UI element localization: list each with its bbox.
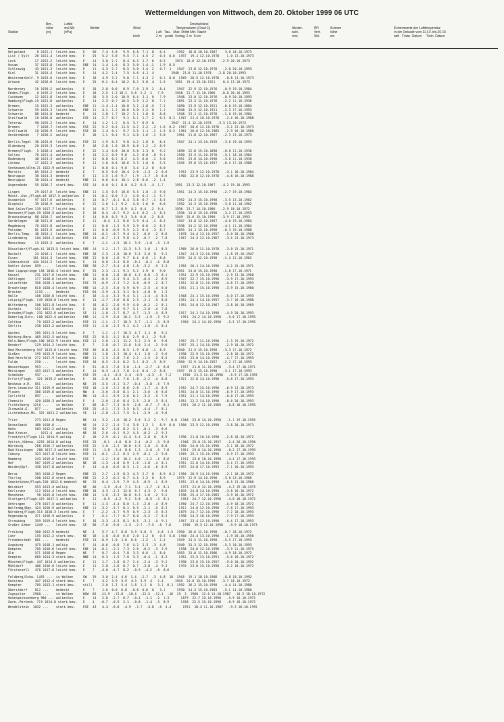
table-row: Kempten 705 1018.6 leicht bew. ENE 14 -0.1 -2.2 7.3 2.6 -0.2 -3 3.9 1938 24.8 12.10.1990 -3.9 11.10.1975 bbox=[8, 546, 254, 551]
table-row: Helgoland 8 1022.1 leicht bew. E 50 7.4 5.8 9.9 6.8 7.1 8 6.4 1952 18.8 10.10.1987 3.0 18.10.1973 bbox=[8, 50, 252, 54]
table-row: Manschnow 13 1025.3 wolkenlos E 7 -1.1 -1.5 10.1 3.9 -1.0 -3 1.9 bbox=[8, 240, 170, 245]
station-group bbox=[8, 530, 498, 573]
table-row: Magdeburg 76 1022.8 wolkenlos E 11 0.0 -1.5 9.9 3.9 0.6 -2 8.3 1938 24.2 12.10.1990 -4.1 11.10.1984 bbox=[8, 223, 252, 228]
station-group bbox=[8, 87, 498, 138]
table-row: Schwerin 88 1024.0 bedeckt E 14 1.8 1.7 10.2 3.1 1.8 0 8.8 1948 23.1 11.10.1978 -1.0 19.10.1984 bbox=[8, 112, 252, 117]
table-row: Veitsh./Odenw. 4255 1014.0 wolkig ESE 25 -0.1 -4.0 8.0 2.4 -0.2 -3 9.0 1948 25.0 15.10.1957 -2.4 20.10.1956 bbox=[8, 439, 256, 444]
table-row: Göttingen 177 1018.6 leicht bew. E 14 -0.5 -2.3 9.4 3.3 -0.5 -2 8.9 1947 22.7 15.10.1990 -3.9 17.10.1993 bbox=[8, 277, 254, 282]
table-row: Neuhaus a.R. 851 --- wolkenlos NE 25 -3.5 -5.1 3.7 -0.4 -3.8 -5 7.9 bbox=[8, 381, 170, 386]
station-group bbox=[8, 190, 498, 245]
table-row: Bremen 7 1026.7 leicht bew. ESE 22 5.2 0.4 11.5 4.2 2.2 -2 1.6 0.2 1947 20.6 12.10.1978 -3.2 13.10.1973 bbox=[8, 124, 254, 129]
table-row: Greifswald 10 1026.0 wolkenlos ESE 14 2.7 0.7 9.1 5.1 2.7 2 0.3 0.1 1947 21.4 10.10.1978 -2.4 16.10.1988 bbox=[8, 116, 254, 121]
station-group bbox=[8, 50, 498, 84]
table-row: Deuselbach 480 1010.6 --- NE 14 2.2 -2.4 7.4 3.6 1.2 1 8.9 0.0 1950 23.5 12.10.1990 -3.8 20.10.1973 bbox=[8, 422, 254, 427]
page-title: Wettermeldungen von Mittwoch, dem 20. Oktober 1999 06 UTC bbox=[145, 10, 359, 17]
station-group bbox=[8, 418, 498, 469]
table-row: Lingen 29 1017.6 leicht bew. ENE 11 1.5 0.5 10.6 5.5 1.0 -3 9.0 1951 24.3 15.10.1990 -2.7 19.10.1984 bbox=[8, 189, 252, 194]
table-row: Weinbiet 553 1013.4 wolkig NE 40 -1.5 -6.4 7.1 3.4 -1.7 -4 8.1 1973 21.6 12.10.1990 -4.3 19.10.1975 bbox=[8, 484, 256, 489]
station-group bbox=[8, 140, 498, 187]
table-row: Straubing 359 1019.4 leicht bew. E 18 -3.3 -4.5 8.1 0.5 -3.1 -4 9.1 1947 23.4 12.10.1990 -6.4 17.10.1993 bbox=[8, 518, 254, 523]
table-row: Würzburg 268 1016.7 wolkenlos ESE 22 1.0 -2.3 10.0 4.5 1.0 -3 8.8 1950 24.0 15.10.1990 -3.1 18.10.1972 bbox=[8, 443, 254, 448]
table-row: Kempten 685 1014.3 stark bew. NNE 14 0.3 -1.5 7.0 3.3 -0.4 -1 8.3 1951 23.5 13.10.1991 -5.6 18.10.1972 bbox=[8, 555, 254, 560]
table-row: Görlitz 238 1023.2 wolkenlos ESE 11 -1.0 -2.3 9.1 4.2 -1.0 -3 8.4 bbox=[8, 323, 168, 328]
table-row: Seehausen/Altm.21 1022.9 wolkenlos E 11 0.8 0.1 9.6 3.4 1.2 0 6.0 bbox=[8, 165, 166, 170]
table-row: Freiburg 300 1012.9 bedeckt NE 4 5.7 4.7 8.8 5.9 5.0 5 4.8 1.5 1950 26.6 11.10.1990 -0.7 18.10.1972 bbox=[8, 529, 252, 534]
table-row: Bocholt 24 1016.1 leicht bew. ENE 18 2.3 -1.0 10.6 5.5 2.0 0 9.2 1947 24.3 12.10.1990 -1.8 19.10.1947 bbox=[8, 251, 254, 256]
table-row: Wolfenbg/Bay. 424 1016.9 wolkenlos ENE 11 -3.2 -5.7 8.1 0.5 -2.1 -5 8.3 1911 24.0 12.10.1990 -7.6 17.10.1993 bbox=[8, 505, 254, 510]
table-row: Cuxhaven 12 1021.8 leicht bew. E 18 3.5 2.0 10.9 6.4 3.1 0 7.9 1948 23.0 12.10.1976 -0.9 20.10.1993 bbox=[8, 95, 252, 100]
table-row: Weiden/Opf. 438 1017.8 wolkenlos E 14 -4.0 -6.6 8.3 1.2 -4.6 -6 8.9 1937 24.8 17.10.1993 -7.1 20.10.1993 bbox=[8, 465, 254, 470]
table-row: Fichtelberg 1216 --- in Wolken E 58 -6.7 -7.3 0.9 -2.8 -6.7 -7 8.1 1951 20.2 11.10.1985 -8.8 18.10.1993 bbox=[8, 402, 256, 407]
table-row: Kempten 705 1013.1 stark bew. still 2.0 1.3 5.4 1.8 1.1 0 3.1 0.1 1952 26.2 15.10.1990 -4.4 14.10.1980 bbox=[8, 583, 252, 588]
table-row: Teterow 90 1025.2 leicht bew. E 14 1.2 1.2 8.5 3.7 0.9 0 1947 22.4 12.10.1978 -3.3 13.10.1973 bbox=[8, 120, 246, 125]
table-row: Wasserkuppe 953 --- leicht bew. E 51 -0.3 -7.0 3.8 -1.4 -2.7 -4 8.0 1937 21.0 11.10.1990 -3.4 17.10.1971 bbox=[8, 364, 256, 369]
station-group bbox=[8, 575, 498, 609]
table-row: München/Flugh. 447 1014.5 wolkenlos E 11 1.7 -1.8 8.7 2.4 -2.4 -3 9.2 1938 23.6 15.10.1957 -9.0 18.10.1992 bbox=[8, 559, 254, 564]
table-row: Neuruppin 38 1024.3 bedeckt E 11 1.5 1.6 9.7 1.9 -1.7 -5 8.6 1902 22.0 12.10.1978 -4.8 16.10.1988 bbox=[8, 174, 254, 179]
table-row: Gießen 195 1015.9 leicht bew. ENE 11 1.8 -3.3 10.4 4.1 1.8 -2 9.6 1938 22.9 15.10.1990 -2.8 18.10.1972 bbox=[8, 351, 254, 356]
header-country: Deutschland bbox=[190, 22, 209, 26]
table-row: Arkona 42 1026.6 leicht bew. E 25 6.1 0.4 10.2 8.2 5.8 4 2.5 1951 19.4 13.10.1921 0.4 13.10.1973 bbox=[8, 79, 250, 84]
table-row: Mannheim 96 1015.0 leicht bew. ENE 14 1.6 -3.3 10.8 6.3 1.6 -2 9.2 1938 25.4 17.10.1983 -3.9 16.10.1972 bbox=[8, 493, 254, 498]
weather-table bbox=[8, 50, 498, 611]
table-row: Hannover/Flugh.59 1020.5 wolkenlos E 18 0.4 -0.7 9.2 4.4 0.2 -1 8.3 1936 24.6 15.10.1990 -3.2 17.10.1993 bbox=[8, 210, 252, 215]
table-row: Leinefelde 356 1018.1 wolkenlos ESE 75 -0.9 -2.3 7.2 3.0 -0.9 -2 8.7 1951 22.8 11.10.1990 -4.6 17.10.1993 bbox=[8, 281, 254, 286]
table-row: Brocken 1153 --- bedeckt ESE 64 -3.9 -4.3 3.1 0.4 -4.8 0 1.3 bbox=[8, 289, 168, 294]
table-row: Gera-Leumnitz 311 1019.9 wolkenlos ESE 18 -1.6 -3.2 8.6 2.8 -1.7 -4 8.9 1952 24.7 15.10.1990 -6.9 13.10.1973 bbox=[8, 385, 254, 390]
table-row: Schleswig 43 1021.3 leicht bew. E 11 4.3 2.7 8.5 5.0 3.4 2 0.7 1 1947 23.8 12.10.1978 -2.8 20.10.1993 bbox=[8, 67, 252, 71]
table-row: Augsburg 475 1018.1 wolkig E 14 -0.6 -0.8 7.6 4.2 2.3 -3 4.8 1940 25.3 12.10.1990 -5.3 18.10.1993 bbox=[8, 542, 252, 547]
table-row: Grellswald 10 1026.9 leicht bew. ESE 18 1.4 0.1 9.7 3.5 1.1 -1 1.5 0.2 1961 20.6 12.10.1985 -2.9 16.10.1988 bbox=[8, 129, 254, 134]
table-row: Nürnberg/Flugh.315 1018.3 leicht bew. E 7 -2.2 -4.7 9.9 0.9 -2.3 -5 8.3 1879 24.7 12.10.1990 -7.2 18.10.1993 bbox=[8, 510, 254, 515]
table-row: Köln-Bonn/Flugh.100 1012.9 leicht bew. ESE 11 2.6 -2.2 11.2 5.2 2.5 0 9.8 1957 25.7 11.10.1990 -1.3 19.10.1972 bbox=[8, 339, 254, 344]
table-row: Ulm 571 1018.6 Regen NE 7 0.7 -0.4 7.8 3.3 0.6 -1 8.0 1953 25.0 11.10.1986 -4.9 18.10.1972 bbox=[8, 551, 252, 555]
table-row: Lindenberg 104 1024.1 wolkenlos ESE 14 -0.7 -1.3 9.8 4.2 -0.7 -2 7.8 1947 24.3 12.10.1967 -3.4 13.10.1973 bbox=[8, 236, 254, 241]
table-row: Soltau 76 1021.4 wolkenlos E 14 2.2 0.9 9.6 4.2 0.0 -0 9.1 1950 23.5 11.10.1978 -5.1 18.10.1964 bbox=[8, 152, 252, 157]
table-row: Regensburg 371 1018.9 wolkenlos E 7 -5.1 -7.7 6.7 0.0 -5.2 -7 8.3 1938 24.3 16.10.1990 -7.9 17.10.1993 bbox=[8, 514, 254, 519]
table-row: List / Sylt 26 1021.4 leicht bew. E 25 5.2 3.6 9.5 7.1 4.5 2 0.5 0.6 1937 19.1 12.10.1978 1.0 13.10.1973 bbox=[8, 54, 254, 59]
header-snow: Schnee höhe cm bbox=[330, 26, 342, 38]
header-extremes: Extremwerte der Lufttemperatur in der Dekade vom 11.10. bis 20.10. seit Tmax Datum Tmin Datum bbox=[394, 26, 447, 38]
header-temperatures: Temperaturen (Grad C) bbox=[176, 26, 211, 30]
table-row: Saarbrücken/Flugh.320 1012.0 bedeckt NE 25 0.4 -2.9 7.9 4.5 -0.9 -1 8.9 1951 23.6 14.10.1990 -6.5 13.10.1966 bbox=[8, 480, 254, 485]
table-row: Meiningen 453 1017.3 wolkenlos E 14 0.3 -4.2 7.0 2.4 0.4 -2 8.8 1937 19.5 15.10.1990 -3.1 17.10.1993 bbox=[8, 368, 252, 373]
table-row: Stuttgart/Flugh.419 1017.1 wolkenlos E 11 -0.5 -4.2 9.1 5.8 -0.5 -3 8.1 1953 24.7 12.10.1990 -4.0 18.10.1972 bbox=[8, 497, 256, 502]
table-row: Garm.-Partenk. 719 1014.0 stark bew. E 4 -0.7 -0.9 2.1 -0.8 -1.4 -3 8.9 1938 22.5 15.10.1990 -6.9 18.10.1972 bbox=[8, 600, 256, 605]
table-row: Oehringen 276 1017.5 wolkenlos E 11 -1.3 -4.4 8.0 1.3 -2.0 -4 8.9 1950 24.7 12.10.1990 -4.9 18.10.1972 bbox=[8, 501, 254, 506]
table-row: Norderney 16 1020.2 wolkenlos E 18 2.8 0.6 8.9 7.0 2.9 2 8.4 1947 22.9 12.10.1976 -0.9 19.10.1984 bbox=[8, 86, 252, 91]
table-row: Chemnitz 420 1020.3 wolkenlos E 4 -2.0 -2.6 8.4 2.5 -2.0 -3 8.4 1951 22.2 14.10.1990 -8.6 20.10.1993 bbox=[8, 398, 254, 403]
table-row: Dresden/Flugh. 232 1022.6 wolkenlos SE 11 -1.0 -2.7 8.7 4.7 -1.3 -4 8.9 1917 24.1 14.10.1990 -4.9 20.10.1993 bbox=[8, 311, 254, 316]
header-precipitation: Nieder- schl. mm bbox=[292, 26, 303, 38]
station-group bbox=[8, 331, 498, 416]
table-row: Lüdenscheid 444 1014.2 leicht bew. E 14 0.0 -3.4 8.6 -0.1 -0.1 -4 8.8 bbox=[8, 260, 170, 265]
table-row: Freudenstadt 801 --- bedeckt ESE 14 -0.9 1.0 1.0 6.6 -1.2 -1 2.4 1949 24.5 11.10.1990 -5.5 17.10.1993 bbox=[8, 538, 252, 543]
table-row: Hohenpeissenberg 986 --- wolkenlos E 14 2.0 -2.7 6.7 -0.4 -1.1 -2 1.3 1879 22.7 15.10.1990 -5.9 18.10.1972 bbox=[8, 596, 256, 601]
table-row: Karlsruhe 112 1014.4 leicht bew. ENE 18 4.3 -2.3 12.0 6.7 4.3 2 9.0 1876 24.8 14.10.1990 -3.8 18.10.1972 bbox=[8, 488, 254, 493]
table-row: Bendorf 129 1014.2 leicht bew. E 7 2.8 -0.7 11.6 5.0 2.4 -2 9.0 1957 25.1 14.10.1990 -2.9 18.10.1972 bbox=[8, 343, 254, 348]
table-row: Zugspitze 2960 --- in Wolken WSW 65 -11.9 -13.0 -10.4 -12.5 -12.4 -16 15 3 1900 12.6 14.10.1987 -10.3 18.10.1972 bbox=[8, 591, 266, 596]
table-row: Leipzig/Flugh. 149 1020.0 leicht bew. E 14 -1.7 -3.6 8.8 2.3 -2.1 -5 8.8 1951 24.1 14.10.1957 -3.7 16.10.1988 bbox=[8, 298, 254, 303]
table-row: Coburg 323 1017.8 leicht bew. ESE 11 -0.1 -2.2 8.3 2.9 -0.1 -2 9.0 1949 25.1 15.10.1990 -5.9 17.10.1993 bbox=[8, 452, 254, 457]
header-temperature-columns: Luft Tau- Max Mittel Min Nacht 2 m punkt Vortag 2 m 5 cm bbox=[156, 30, 206, 38]
table-row: Berlin-Tegel 36 1025.0 leicht bew. ESE 22 1.9 0.3 9.8 4.2 1.8 0 8.4 1947 24.1 13.10.1929 -3.6 19.10.1993 bbox=[8, 140, 252, 145]
table-row: Hamburg/Flugh.15 1022.8 wolkenlos E 14 2.3 0.7 10.5 3.9 2.2 0 7.1 1891 23.3 11.10.1978 -2.2 11.10.1936 bbox=[8, 99, 252, 104]
table-row: Plauen 386 1019.6 wolkenlos NW 4 -3.6 -5.0 8.1 2.1 -3.6 -6 6.8 1951 24.0 11.10.1990 -6.9 17.10.1993 bbox=[8, 390, 254, 395]
header-altitude: Ber.- höhe (m) bbox=[46, 22, 54, 34]
table-row: Thirlay 208 1012.0 stark bew. ENE 22 2.2 -0.2 8.7 4.4 2.2 0 8.9 1975 22.9 14.10.1990 -3.6 13.10.1966 bbox=[8, 476, 252, 481]
table-row: Großer Arber 1449 --- leicht bew. SE 58 -7.0 -9.0 -1.3 -2.7 -7.5 -8 7.6 1950 19.3 12.10.1990 -9.9 18.10.1973 bbox=[8, 522, 258, 527]
table-row: Doberlug-Kirc. 100 1022.4 wolkenlos ENE 11 -1.9 -3.0 10.1 3.5 -1.9 -3 9.2 1951 24.2 14.10.1990 -5.0 17.10.1993 bbox=[8, 315, 256, 320]
table-row: Husum 37 1023.8 leicht bew. ENE 14 1.4 1.0 8.3 5.0 1.4 -1 1.9 0.5 bbox=[8, 62, 175, 67]
table-row: Cottbus 70 1023.2 wolkenlos ESE 11 -1.1 -2.7 10.3 3.7 -1.1 -3 8.9 1950 24.1 14.10.1990 -5.5 17.10.1993 bbox=[8, 319, 256, 324]
table-row: Osnabrück 97 1017.6 wolkenlos E 14 0.7 -0.1 8.4 3.8 0.7 -1 8.5 1952 24.3 15.10.1990 -3.5 13.10.1962 bbox=[8, 198, 252, 203]
table-row: Emden-Flugh. 0 1019.2 leicht bew. E 18 2.5 1.3 10.1 5.6 2.2 1 7.9 1948 22.7 11.10.1966 -0.8 20.10.1993 bbox=[8, 90, 250, 95]
header-wind: Wind km/h bbox=[133, 26, 141, 38]
header-pressure: Luftdr. red.NN (hPa) bbox=[64, 22, 75, 34]
table-row: Mühldorf 406 1016.0 leicht bew. E 11 2.8 -2.8 8.7 0.7 -3.8 -4 9.3 1970 23.0 15.10.1990 -5.2 18.10.1972 bbox=[8, 563, 254, 568]
table-row: Zinnwald-G. 877 --- wolkenlos ESE 25 -4.1 -7.3 3.5 0.3 -4.4 -7 8.1 bbox=[8, 407, 168, 412]
table-row: Essen 161 1014.3 leicht bew. ENE 22 0.6 -1.8 9.7 6.4 0.6 -1 8.8 1939 24.5 12.10.1990 -1.4 12.10.1962 bbox=[8, 255, 252, 260]
header-weather: Wetter bbox=[90, 26, 100, 30]
table-row: Kiel 31 1024.4 leicht bew. E 14 4.2 2.4 7.5 4.6 4.1 4 1940 23.0 11.10.1978 -2.8 20.10.1993 bbox=[8, 71, 246, 76]
table-row: Westermarkelf. 9 1025.0 leicht bew. E 18 4.9 3.2 9.0 7.1 4.3 2 0.1 0.0 1949 20.5 12.10.1978 -0.8 13.10.1973 bbox=[8, 75, 254, 80]
station-group bbox=[8, 472, 498, 527]
header-rr: RR Vert. Std. bbox=[314, 26, 321, 38]
table-row: Schmücke 937 --- wolkenlos ESE 29 -4.1 -6.5 2.4 -0.9 -4.3 -5 7.2 1950 21.3 14.10.1990 -5.9 17.10.1993 bbox=[8, 373, 258, 378]
table-row: Braunschweig 88 1020.7 wolkenlos E 14 0.6 0.3 9.3 3.6 0.6 -2 8.8 1949 25.6 15.10.1990 -3.9 17.10.1993 bbox=[8, 215, 250, 220]
table-row: Münst.-Osn./Flugh.48 1017.5 wolkenlos E 14 -0.1 0.0 7.1 4.0 0.1 -1 5.7 bbox=[8, 193, 166, 198]
table-row: Bodenburg 48 1023.3 wolkenlos E 11 0.0 0.2 8.2 4.3 0.6 -1 5.6 1951 23.8 14.10.1990 -3.8 11.10.1936 bbox=[8, 157, 252, 162]
table-row: Feldberg/Schw. 1493 --- in Wolken SW 29 3.0 2.4 4.6 1.4 -2.7 -3 4.8 10 1945 19.1 18.10.1988 -8.8 18.10.1992 bbox=[8, 574, 252, 579]
table-row: Diepholz 39 1018.9 wolkenlos E 22 1.6 1.1 9.2 4.0 1.6 0 6.6 1952 24.3 15.10.1990 -3.0 11.10.1962 bbox=[8, 202, 252, 207]
table-row: Bremen/Flugh. 5 1020.4 wolkenlos E 22 1.4 0.8 10.0 5.0 1.3 0 9.2 1890 22.8 15.10.1890 -0.0 11.10.1936 bbox=[8, 148, 252, 153]
table-row: Wittenberg 106 1021.8 leicht bew. E 18 -0.2 -2.0 9.9 4.0 -0.2 -2 8.1 1951 24.0 12.10.1967 -3.8 16.10.1969 bbox=[8, 302, 254, 307]
table-row: Marnitz 85 1024.2 bedeckt E 7 0.5 0.6 10.4 2.6 -1.3 -2 6.6 1951 23.9 12.10.1978 -3.1 18.10.1984 bbox=[8, 169, 254, 174]
table-row: Angermünde 55 1026.7 stark bew. ESE 14 0.0 0.1 8.0 4.2 0.5 -4 1.7 1951 23.3 12.10.1967 -4.2 19.10.1993 bbox=[8, 182, 250, 187]
table-row: Konstanz 447 1012.4 stark bew. E 7 4.2 3.9 5.9 4.3 3.9 4 2.4 1945 24.0 15.10.1990 -3.7 18.10.1972 bbox=[8, 579, 250, 584]
table-row: Bad Salzuflen 139 1017.7 leicht bew. E 14 0.7 1.2 8.9 4.2 0.4 -2 9.4 1936 23.7 14.10.1986 -2.9 18.10.1972 bbox=[8, 206, 250, 211]
table-row: Bad Kissingen 280 1017.3 wolkenlos ESE 11 -1.8 -3.4 8.6 1.3 -2.0 -5 7.8 1951 23.0 14.10.1990 -6.2 17.10.1993 bbox=[8, 448, 256, 453]
table-row: Neuruppin 38 1024.4 bedeckt ENE 11 0.6 0.4 10.1 2.8 0.6 -2 1.4 bbox=[8, 178, 166, 183]
table-row: Trier 273 1011.0 Regen NE 14 3.2 -1.0 10.2 5.6 3.2 2 9.7 0.0 1948 23.8 14.10.1990 -1.1 19.10.1955 bbox=[8, 418, 256, 423]
table-row: Wendelstein 1832 --- stark bew. ESE 43 4.4 -6.8 -4.9 -2.7 -4.8 -6 4.4 1951 18.4 11.10.1987 -9.3 18.10.1992 bbox=[8, 604, 258, 609]
table-row: Hof 567 1019.2 wolkenlos NE 18 -1.3 -4.8 6.9 1.6 -1.8 -4 8.1 1951 22.0 14.10.1990 -5.4 17.10.1993 bbox=[8, 460, 254, 465]
table-row: Nürburg-Barw. 485 1012.5 wolkig ESE 22 0.5 -3.2 8.6 2.9 0.1 -2 9.8 bbox=[8, 334, 166, 339]
table-row: Schwerin 59 1025.3 leicht bew. ENE 11 4.1 1.2 10.6 5.0 2.2 0 1.1 1948 25.5 12.10.1921 -2.3 17.10.1993 bbox=[8, 107, 252, 112]
table-row: Bremen 15 1022.3 wolkenlos ENE 11 -1.4 -1.4 10.8 3.2 -1.8 -5 7.2 1890 23.9 12.10.1921 -6.0 19.10.1884 bbox=[8, 103, 252, 108]
table-row: Potsdam 81 1023.9 wolkenlos E 11 0.0 -0.9 9.5 2.2 0.4 -3 8.7 1893 24.1 15.10.1990 -6.3 19.10.1988 bbox=[8, 227, 252, 232]
table-row: Oldenburg 20 1019.3 leicht bew. E 18 2.8 1.6 10.9 6.6 1.2 -2 8.9 bbox=[8, 144, 166, 149]
table-row: Frankfurt/Flugh.111 1014.9 wolkig E 18 2.9 -0.1 11.4 5.4 2.8 0 8.9 1936 21.8 16.10.1990 -2.8 18.10.1972 bbox=[8, 435, 254, 440]
table-row: Fürstenzell 476 1017.6 leicht bew. E 7 -4.0 -4.7 8.2 -0.9 -4.2 -6 8.6 bbox=[8, 568, 170, 572]
table-row: Lüchow 17 1022.3 wolkenlos E 11 1.0 0.6 10.6 3.3 1.0 0 3.5 1945 29.0 13.10.1957 -6.4 17.10.1988 bbox=[8, 161, 252, 166]
table-row: Berus 363 1010.2 Regen ENE 22 2.7 -1.9 8.3 4.3 2.7 0 8.9 0.2 1950 20.9 14.10.1990 -2.1 18.10.1972 bbox=[8, 471, 254, 476]
table-row: Kassel 231 1017.6 leicht bew. ENE 11 0.8 -1.8 10.0 4.3 0.8 -3 8.1 1931 22.9 15.10.1990 -2.9 13.10.1960 bbox=[8, 272, 254, 277]
table-row: Bad Lippspringe 158 1016.4 leicht bew. E 33 2.3 -2.1 9.1 5.2 1.9 0 9.0 1951 24.0 15.10.1990 -1.8 17.10.1971 bbox=[8, 268, 252, 273]
table-row: Bad Kreuzn. - 1012.4 wolkenlos NE 18 2.6 -0.1 9.2 4.5 -0.2 -2 9.3 bbox=[8, 431, 168, 436]
table-row: Gardelegen 48 1021.8 wolkenlos E 11 -0.4 1.2 8.6 3.9 0.4 -1 8.3 1947 24.8 12.10.1967 -4.0 19.10.1984 bbox=[8, 219, 252, 224]
table-row: Ueckermünde 7 1026.2 wolkig E 18 1.1 0.4 9.1 4.0 1.6 -1 5.8 1961 21.8 12.10.1967 -2.3 13.10.1973 bbox=[8, 133, 252, 138]
table-row: Lahr 155 1012.2 stark bew. NE 18 1.8 -0.8 6.6 2.0 1.2 0 0.5 5.8 1940 24.4 13.10.1990 -1.9 20.10.1956 bbox=[8, 534, 254, 538]
table-row: Erfurt/Flugh. 322 1019.2 wolkenlos E 18 -2.0 -4.4 7.6 1.8 -2.2 -4 8.8 1921 22.8 14.10.1990 -5.6 17.10.1993 bbox=[8, 377, 254, 382]
table-row: Aachen 205 1011.5 leicht bew. E 7 1.1 -1.7 10.3 4.7 1.1 0 9.2 bbox=[8, 330, 168, 335]
table-row: Düsseldorf/Flugh.41 1013.5 leicht bew. ENE 14 1.2 -1.7 11.3 5.3 1.0 -1 8.5 1969 26.0 11.10.1970 -3.0 15.10.1971 bbox=[8, 247, 254, 252]
table-header bbox=[8, 22, 498, 49]
table-row: Carlsfeld 897 --- wolkenlos NW 14 -3.1 -5.9 2.6 0.2 -3.2 -5 7.9 1951 21.1 14.10.1990 -6.0 17.10.1993 bbox=[8, 394, 254, 399]
table-row: Oberstdorf 812 --- bedeckt E 7 1.6 0.6 6.8 -0.6 0.6 0 3.1 1930 24.3 15.10.1983 -5.1 14.10.1980 bbox=[8, 587, 252, 592]
table-row: Lichtenhain-Mi. 325 1021.2 wolkenlos SE 11 -2.8 -3.2 7.5 3.1 -2.9 -4 9.8 bbox=[8, 411, 168, 416]
header-station: Station bbox=[8, 30, 19, 34]
station-group bbox=[8, 247, 498, 328]
table-row: Fulda 250 --- leicht bew. ESE 18 0.5 -3.4 8.2 3.1 0.3 -3 8.9 1950 22.9 14.10.1957 -2.2 17.10.1993 bbox=[8, 360, 252, 365]
table-row: Bamberg 243 1019.6 leicht bew. ESE 7 -1.2 -3.0 10.1 4.0 -1.2 -4 8.6 1912 23.6 16.10.1990 -4.4 17.10.1993 bbox=[8, 456, 256, 461]
table-row: Kahler Asten 839 --- leicht bew. ENE 36 -2.7 -3.4 4.8 1.8 -3.2 -5 3.3 1955 20.1 14.10.1990 -4.2 15.10.1971 bbox=[8, 264, 254, 269]
table-row: Oschatz 152 1021.5 wolkenlos E 14 -3.0 -3.6 9.7 3.1 -2.0 -4 7.8 bbox=[8, 306, 168, 311]
table-row: Bad Hersfeld 272 1017.9 leicht bew. ENE 11 1.5 -2.8 7.6 2.2 -1.5 -5 8.5 1951 23.0 14.10.1990 -4.7 17.10.1993 bbox=[8, 356, 254, 361]
table-row: Bad Marienberg 547 1015.0 leicht bew. ESE 36 0.8 -4.2 8.5 1.9 0.8 -1 8.9 1940 21.5 15.10.1990 -3.3 17.10.1972 bbox=[8, 347, 252, 352]
table-row: Leck 17 1022.2 leicht bew. E 14 3.0 2.1 8.4 6.3 2.7 0 0.5 1974 18.6 12.10.1978 -2.9 20.10.1973 bbox=[8, 58, 250, 63]
table-row: Halle 106 1020.8 leicht bew. E 18 -1.4 -3.3 9.4 3.1 -1.4 -4 8.5 1948 24.1 15.10.1990 -5.0 17.10.1993 bbox=[8, 294, 254, 299]
table-row: Hahn 503 1012.2 wolkig SE 29 0.7 -3.0 8.2 3.1 -0.1 -3 8.6 bbox=[8, 426, 168, 431]
table-row: Berlin-Temp. 48 1024.1 leicht bew. ENE 14 -0.1 -0.7 9.4 4.2 -0.6 -2 8.8 1878 24.4 13.10.1957 -5.0 20.10.1908 bbox=[8, 232, 254, 237]
table-row: Brauhrlage 610 1020.4 leicht bew. ENE 14 -2.5 -3.0 5.9 0.9 -2.5 -4 6.0 1951 21.1 15.10.1990 -3.9 15.10.1980 bbox=[8, 285, 254, 290]
